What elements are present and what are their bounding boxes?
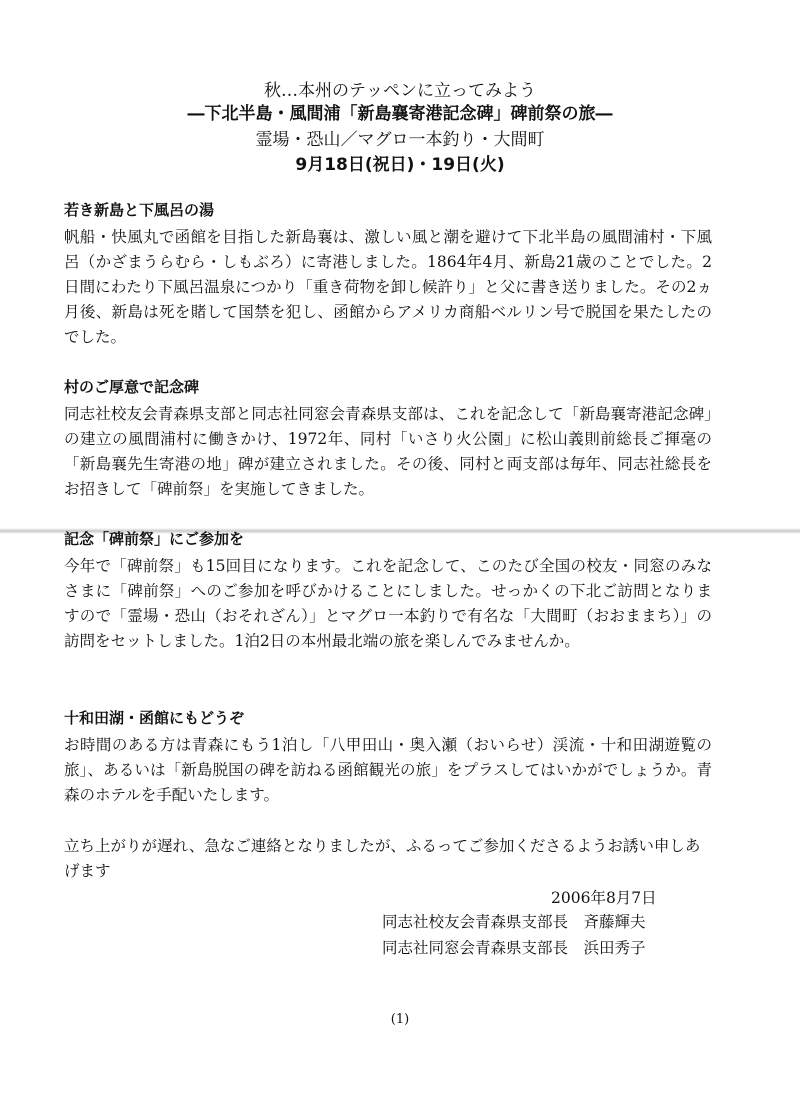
section-body: 今年で「碑前祭」も15回目になります。これを記念して、このたび全国の校友・同窓のみなさまに「碑前祭」へのご参加を呼びかけることにしました。せっかくの下北ご訪問となりますので「霊場・恐山（おそれざん）」とマグロ一本釣りで有名な「大間町（おおままち）」の訪問をセットしました。1泊2日の本州最北端の旅を楽しんでみませんか。 [64, 557, 712, 650]
header-line-3: 霊場・恐山／マグロ一本釣り・大間町 [255, 130, 545, 150]
section-young-niijima [64, 200, 712, 350]
section-towada-hakodate [64, 708, 712, 808]
header-line-2: ―下北半島・風間浦「新島襄寄港記念碑」碑前祭の旅― [187, 104, 613, 124]
section-ceremony-invite [64, 529, 712, 654]
closing-paragraph: 立ち上がりが遅れ、急なご連絡となりましたが、ふるってご参加くださるようお誘い申しあげます [64, 837, 701, 880]
section-body: お時間のある方は青森にもう1泊し「八甲田山・奥入瀬（おいらせ）渓流・十和田湖遊覧の旅」、あるいは「新島脱国の碑を訪ねる函館観光の旅」をプラスしてはいかがでしょうか。青森のホテルを手配いたします。 [64, 736, 712, 804]
section-memorial [64, 377, 712, 502]
section-heading: 記念「碑前祭」にご参加を [64, 530, 245, 548]
signature-alumnae-branch: 同志社同窓会青森県支部長 浜田秀子 [382, 939, 646, 957]
section-heading: 十和田湖・函館にもどうぞ [64, 709, 245, 727]
section-body: 同志社校友会青森県支部と同志社同窓会青森県支部は、これを記念して「新島襄寄港記念碑」の建立の風間浦村に働きかけ、1972年、同村「いさり火公園」に松山義則前総長ご揮毫の「新島襄先生寄港の地」碑が建立されました。その後、同村と両支部は毎年、同志社総長をお招きして「碑前祭」を実施してきました。 [64, 405, 712, 498]
section-body: 帆船・快風丸で函館を目指した新島襄は、激しい風と潮を避けて下北半島の風間浦村・下風呂（かざまうらむら・しもぶろ）に寄港しました。1864年4月、新島21歳のことでした。2日間にわたり下風呂温泉につかり「重き荷物を卸し候許り」と父に書き送りました。その2ヵ月後、新島は死を賭して国禁を犯し、函館からアメリカ商船ベルリン号で脱国を果たしたのでした。 [64, 228, 712, 346]
letter-date: 2006年8月7日 [551, 889, 657, 907]
header-line-1: 秋…本州のテッペンに立ってみよう [264, 81, 536, 101]
signature-alumni-branch: 同志社校友会青森県支部長 斉藤輝夫 [382, 913, 646, 931]
section-heading: 若き新島と下風呂の湯 [64, 201, 215, 219]
header-date-line: 9月18日(祝日)・19日(火) [295, 155, 505, 175]
section-heading: 村のご厚意で記念碑 [64, 378, 200, 396]
page-number: (1) [390, 1012, 410, 1027]
